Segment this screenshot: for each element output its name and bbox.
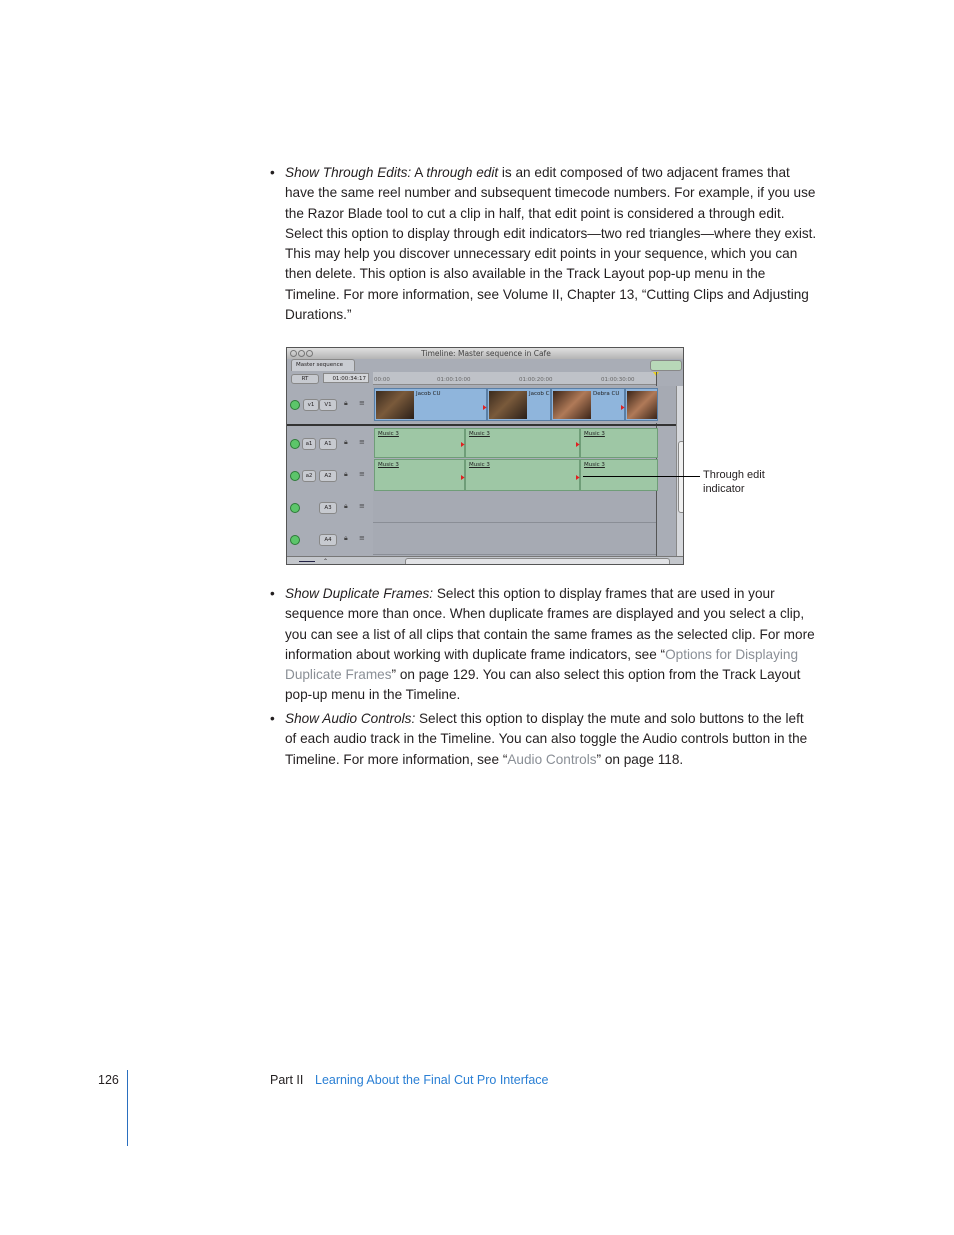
source-patch[interactable]: a2	[302, 470, 316, 482]
video-clip[interactable]: Jacob CU	[374, 388, 487, 421]
lock-icon[interactable]: 🔒︎	[344, 470, 348, 478]
lock-icon[interactable]: 🔒︎	[344, 534, 348, 542]
track-height-control[interactable]	[299, 561, 315, 562]
source-patch[interactable]: a1	[302, 438, 316, 450]
tab-master-sequence[interactable]: Master sequence	[291, 359, 355, 371]
snapping-linking-buttons[interactable]	[650, 360, 682, 371]
lock-icon[interactable]: 🔒︎	[344, 399, 348, 407]
destination-patch[interactable]: A2	[319, 470, 337, 482]
track-visibility-icon[interactable]	[290, 400, 300, 410]
destination-patch[interactable]: V1	[319, 399, 337, 411]
audio-speaker-icon[interactable]	[290, 535, 300, 545]
horizontal-scrollbar[interactable]	[405, 558, 670, 565]
bullet-dot: •	[270, 165, 275, 180]
bullet-show-audio-controls	[270, 709, 818, 770]
auto-select-icon[interactable]: ≡	[359, 470, 365, 478]
bullet-show-duplicate-frames	[270, 584, 818, 706]
lock-icon[interactable]: 🔒︎	[344, 502, 348, 510]
text: A	[411, 165, 427, 180]
scroll-thumb[interactable]	[678, 441, 684, 513]
bullet-show-through-edits	[270, 163, 818, 325]
track-header-a4	[287, 523, 373, 556]
track-header-v1	[287, 386, 373, 423]
link-duplicate-frames[interactable]: Options for Displaying Duplicate Frames	[285, 646, 799, 683]
ruler-label: 00:00	[374, 377, 390, 383]
audio-speaker-icon[interactable]	[290, 471, 300, 481]
term: Show Through Edits:	[285, 165, 412, 180]
ruler-label: 01:00:30:00	[601, 377, 635, 383]
bullet-dot: •	[270, 711, 275, 726]
text: is an edit composed of two adjacent frames that have the same reel number and subsequent timecode numbers. For example, if you use the Razor Blade tool to cut a clip in half, that edit point is considered a through edit. Select this option to display through edit indicators—two red triangles—where they exist. This may help you discover unnecessary edit points in your sequence, which you can then delete. This option is also available in the Track Layout pop-up menu in the Timeline. For more information, see Volume II, Chapter 13, “Cutting Clips and Adjusting Durations.”	[285, 165, 817, 323]
link-audio-controls[interactable]: Audio Controls	[507, 751, 597, 767]
footer-rule	[127, 1070, 128, 1146]
text: ” on page 129. You can also select this option from the Track Layout pop-up menu in the Timeline.	[285, 667, 801, 703]
audio-clip[interactable]: Music 3	[465, 459, 580, 491]
video-audio-divider	[287, 424, 676, 426]
video-clip[interactable]	[625, 388, 658, 421]
audio-clip[interactable]: Music 3	[465, 428, 580, 458]
text: Select this option to display frames that are used in your sequence more than once. When duplicate frames are displayed and you select a clip, you can see a list of all clips that contain the same frames as the selected clip. For more information about working with duplicate frame indicators, see “	[285, 586, 815, 662]
audio-speaker-icon[interactable]	[290, 439, 300, 449]
bottom-toolbar	[287, 556, 684, 565]
lock-icon[interactable]: 🔒︎	[344, 438, 348, 446]
term-emphasis: through edit	[426, 165, 499, 180]
window-title: Timeline: Master sequence in Cafe	[421, 349, 551, 358]
timecode-field[interactable]: 01:00:34:17	[323, 373, 369, 383]
audio-track-a4	[373, 523, 656, 555]
callout-through-edit-indicator: Through edit indicator	[703, 469, 765, 495]
auto-select-icon[interactable]: ≡	[359, 534, 365, 542]
track-header-a2	[287, 459, 373, 491]
auto-select-icon[interactable]: ≡	[359, 502, 365, 510]
ruler-label: 01:00:20:00	[519, 377, 553, 383]
video-clip[interactable]: Debra CU	[551, 388, 625, 421]
audio-clip[interactable]: Music 3	[374, 428, 465, 458]
source-patch[interactable]: v1	[303, 399, 319, 411]
footer-part: Part II	[270, 1073, 304, 1087]
clip-overlays-icon[interactable]: ⌃	[323, 558, 329, 565]
video-clip[interactable]: Jacob C	[487, 388, 551, 421]
term: Show Audio Controls:	[285, 711, 416, 726]
page-number: 126	[98, 1073, 119, 1087]
text: ” on page 118.	[596, 751, 684, 767]
text: Select this option to display the mute and solo buttons to the left of each audio track in the Timeline. You can also toggle the Audio controls button in the Timeline. For more information, see “	[285, 711, 808, 767]
destination-patch[interactable]: A4	[319, 534, 337, 546]
audio-clip[interactable]: Music 3	[374, 459, 465, 491]
audio-track-a3	[373, 491, 656, 523]
bullet-dot: •	[270, 586, 275, 601]
destination-patch[interactable]: A1	[319, 438, 337, 450]
vertical-scrollbar[interactable]	[676, 386, 684, 556]
auto-select-icon[interactable]: ≡	[359, 438, 365, 446]
callout-line	[583, 476, 700, 477]
timeline-screenshot	[286, 347, 684, 565]
footer-chapter-title: Learning About the Final Cut Pro Interface	[315, 1073, 549, 1087]
audio-clip[interactable]: Music 3	[580, 428, 658, 458]
rt-button[interactable]: RT	[291, 374, 319, 384]
track-header-a3	[287, 491, 373, 523]
destination-patch[interactable]: A3	[319, 502, 337, 514]
audio-clip[interactable]: Music 3	[580, 459, 658, 491]
audio-speaker-icon[interactable]	[290, 503, 300, 513]
term: Show Duplicate Frames:	[285, 586, 434, 601]
time-ruler[interactable]	[373, 372, 656, 385]
auto-select-icon[interactable]: ≡	[359, 399, 365, 407]
window-title-bar	[287, 348, 684, 359]
track-header-a1	[287, 428, 373, 459]
ruler-label: 01:00:10:00	[437, 377, 471, 383]
